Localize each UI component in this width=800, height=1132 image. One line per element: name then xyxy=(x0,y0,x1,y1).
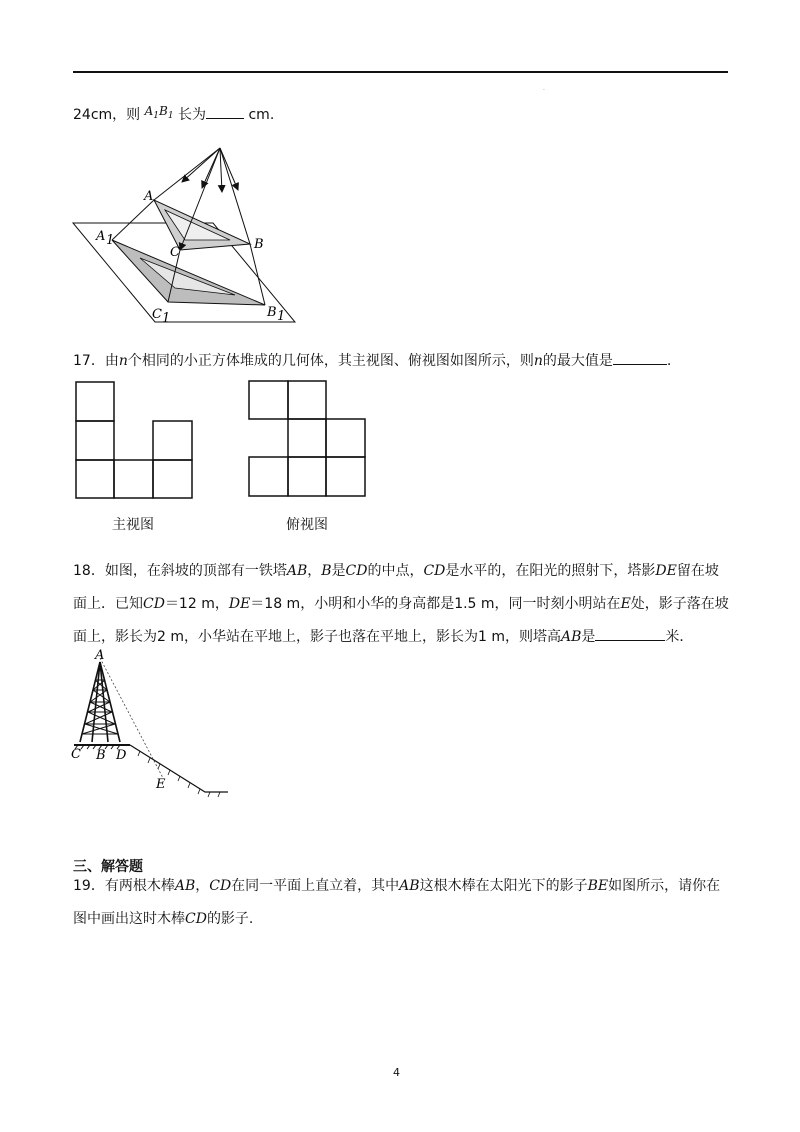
q17-top-caption: 俯视图 xyxy=(286,517,328,533)
svg-text:1: 1 xyxy=(277,309,286,324)
q18-line-3: 面上，影长为2 m，小华站在平地上，影子也落在平地上，影长为1 m，则塔高AB是 米． xyxy=(73,626,693,647)
q19-line-2: 图中画出这时木棒CD的影子. xyxy=(73,911,254,927)
q16-answer-blank[interactable] xyxy=(206,104,244,119)
q18-label-B: B xyxy=(96,748,106,763)
q18-label-A: A xyxy=(95,648,105,663)
q16-comma: ，则 xyxy=(112,107,141,123)
q18-slope xyxy=(130,745,228,792)
q16-label-B1: B xyxy=(267,305,277,320)
page-number: 4 xyxy=(393,1066,400,1079)
q18-label-E: E xyxy=(156,777,166,792)
svg-text:1: 1 xyxy=(162,311,171,326)
q18-line-2: 面上．已知CD＝12 m，DE＝18 m，小明和小华的身高都是1.5 m，同一时刻小明站在E处，影子落在坡 xyxy=(73,596,729,612)
q16-answer-line: 24cm，则 $A_1B_1$ 长为 cm. xyxy=(73,104,275,123)
q16-unit: cm xyxy=(248,107,270,123)
q16-triangle-ABC xyxy=(154,200,250,250)
q17-text: 17．由n个相同的小正方体堆成的几何体，其主视图、俯视图如图所示，则n的最大值是 . xyxy=(73,350,671,371)
scan-dot: . xyxy=(543,85,545,92)
q19-line-1: 19．有两根木棒AB，CD在同一平面上直立着，其中AB这根木棒在太阳光下的影子BE如图所示，请你在 xyxy=(73,878,721,894)
svg-text:1: 1 xyxy=(106,233,115,248)
q16-label-C: C xyxy=(170,245,180,260)
q16-label-B: B xyxy=(254,237,264,252)
q16-mid: 长为 xyxy=(178,107,207,123)
header-rule xyxy=(73,71,728,73)
q17-front-caption: 主视图 xyxy=(112,517,154,533)
q18-line-1: 18．如图，在斜坡的顶部有一铁塔AB，B是CD的中点，CD是水平的，在阳光的照射下，塔影DE留在坡 xyxy=(73,563,719,579)
q18-tower-figure xyxy=(70,650,235,800)
q16-projection-figure xyxy=(70,140,310,330)
q16-segment: $A_1B_1$ xyxy=(144,104,174,121)
q17-front-view xyxy=(75,381,195,501)
q18-label-C: C xyxy=(71,747,81,762)
q18-label-D: D xyxy=(116,748,127,763)
q17-top-view xyxy=(248,380,370,500)
q16-label-C1: C xyxy=(152,307,162,322)
q16-lead: 24cm xyxy=(73,107,113,123)
q16-label-A: A xyxy=(144,189,154,204)
section-heading: 三、解答题 xyxy=(73,859,143,875)
q16-label-A1: A xyxy=(96,229,106,244)
q18-answer-blank[interactable] xyxy=(595,626,665,641)
q17-answer-blank[interactable] xyxy=(613,350,667,365)
